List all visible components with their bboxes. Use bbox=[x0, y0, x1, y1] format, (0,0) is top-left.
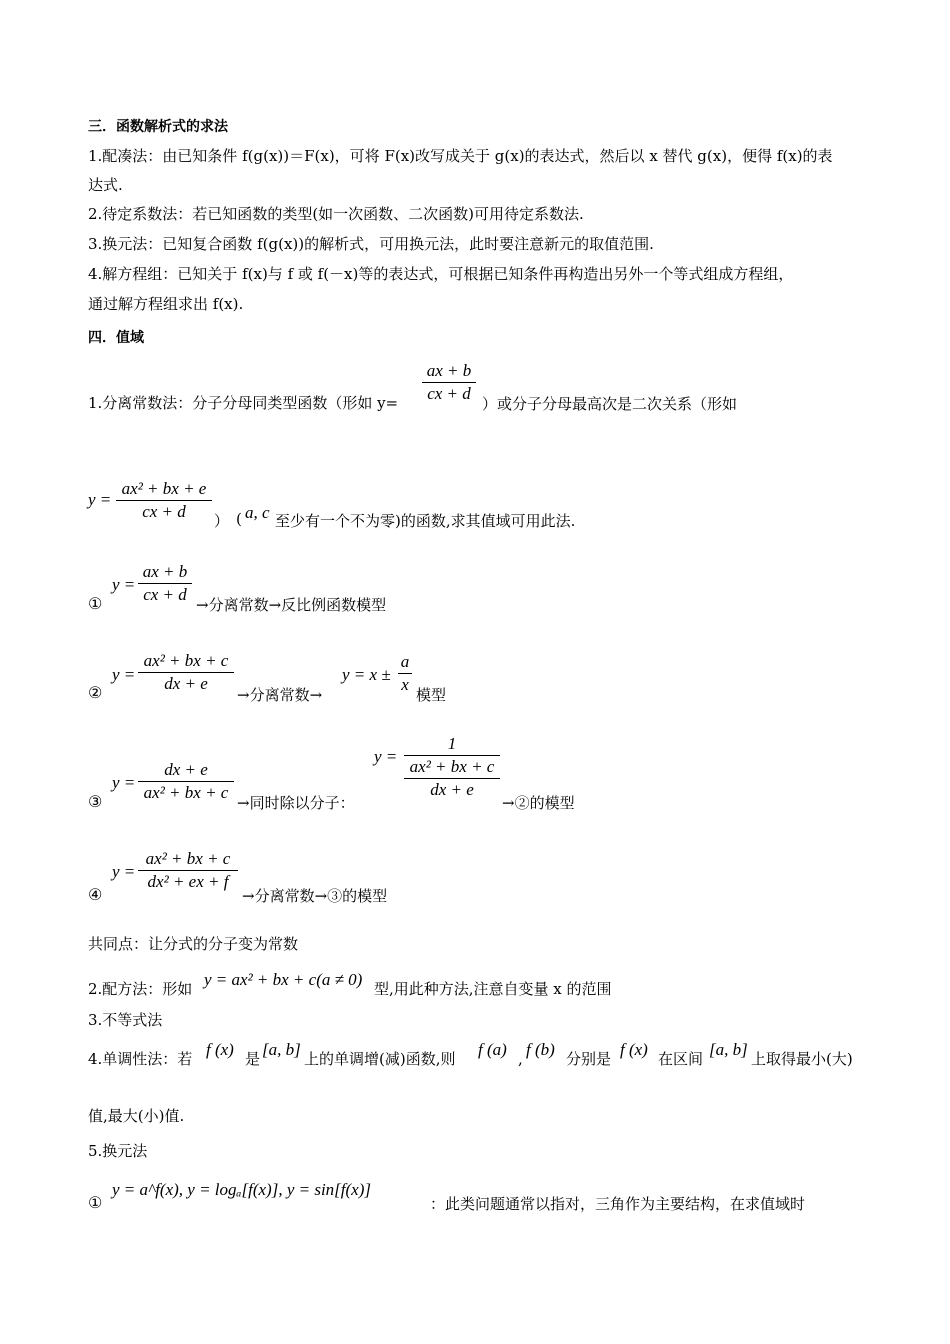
range-method-1-intro: 1.分离常数法：分子分母同类型函数（形如 y= bbox=[88, 394, 399, 412]
item-2-model-numerator: a bbox=[400, 652, 410, 671]
m4-fb: f (b) bbox=[526, 1040, 555, 1059]
item-3-circle: ③ bbox=[88, 792, 103, 811]
item-4-fraction bbox=[138, 848, 238, 893]
item-2-model-lhs: y = x ± bbox=[342, 665, 391, 684]
section-4-title: 四．值域 bbox=[88, 330, 144, 346]
item-2-model-denominator: x bbox=[401, 675, 409, 694]
general-formula-numerator: ax² + bx + e bbox=[121, 479, 207, 498]
common-point: 共同点：让分式的分子变为常数 bbox=[88, 935, 299, 953]
range-method-4-f: 上取得最小(大) bbox=[751, 1050, 853, 1068]
item-3-tail: →②的模型 bbox=[502, 794, 575, 812]
range-method-4-d: 分别是 bbox=[566, 1050, 612, 1068]
m5-text: ：此类问题通常以指对，三角作为主要结构，在求值域时 bbox=[430, 1195, 806, 1213]
m4-fx: f (x) bbox=[206, 1040, 234, 1059]
range-method-3: 3.不等式法 bbox=[88, 1011, 163, 1029]
cond-text: 至少有一个不为零)的函数,求其值域可用此法. bbox=[275, 512, 576, 530]
item-2-fraction bbox=[138, 650, 234, 695]
item-3-nested-lhs: y = bbox=[374, 747, 398, 766]
m4-comma: , bbox=[518, 1050, 523, 1068]
item-3-nested-fraction bbox=[404, 733, 500, 801]
item-3-note: →同时除以分子： bbox=[237, 794, 355, 812]
method-4-line-1: 4.解方程组：已知关于 f(x)与 f 或 f(－x)等的表达式，可根据已知条件再构造出另外一个等式组成方程组， bbox=[88, 265, 794, 283]
intro-fraction-denominator: cx + d bbox=[427, 384, 471, 403]
section-3-title: 三．函数解析式的求法 bbox=[88, 119, 228, 135]
item-2-model-fraction bbox=[398, 651, 412, 696]
m4-interval: [a, b] bbox=[262, 1040, 301, 1059]
range-method-2-pre: 2.配方法：形如 bbox=[88, 980, 193, 998]
method-3: 3.换元法：已知复合函数 f(g(x))的解析式，可用换元法，此时要注意新元的取值范围. bbox=[88, 235, 654, 253]
method-1-line-1: 1.配凑法：由已知条件 f(g(x))＝F(x)，可将 F(x)改写成关于 g(x)的表达式，然后以 x 替代 g(x)，便得 f(x)的表 bbox=[88, 147, 833, 165]
range-method-2-post: 型,用此种方法,注意自变量 x 的范围 bbox=[374, 980, 612, 998]
item-4-note: →分离常数→③的模型 bbox=[242, 887, 388, 905]
item-1-lhs: y = bbox=[112, 575, 136, 594]
range-method-2-formula: y = ax² + bx + c(a ≠ 0) bbox=[204, 970, 363, 989]
m4-fx2: f (x) bbox=[620, 1040, 648, 1059]
item-1-fraction bbox=[138, 561, 192, 606]
general-formula-denominator: cx + d bbox=[142, 502, 186, 521]
intro-fraction bbox=[422, 360, 476, 405]
item-3-denominator: ax² + bx + c bbox=[143, 783, 229, 802]
general-formula-fraction bbox=[116, 478, 212, 523]
range-method-1-after: ）或分子分母最高次是二次关系（形如 bbox=[482, 395, 738, 413]
item-2-denominator: dx + e bbox=[164, 674, 208, 693]
range-method-4-c: 上的单调增(减)函数,则 bbox=[304, 1050, 456, 1068]
item-4-numerator: ax² + bx + c bbox=[145, 849, 231, 868]
item-3-fraction bbox=[138, 759, 234, 804]
item-1-circle: ① bbox=[88, 594, 103, 613]
item-2-note: →分离常数→ bbox=[237, 686, 323, 704]
m4-interval2: [a, b] bbox=[709, 1040, 748, 1059]
item-1-note: →分离常数→反比例函数模型 bbox=[196, 596, 387, 614]
item-4-denominator: dx² + ex + f bbox=[147, 872, 229, 891]
item-2-model-tail: 模型 bbox=[416, 686, 447, 704]
item-1-denominator: cx + d bbox=[143, 585, 187, 604]
item-3-nested-numerator: ax² + bx + c bbox=[409, 757, 495, 776]
range-method-4-a: 4.单调性法：若 bbox=[88, 1050, 193, 1068]
range-method-4-line-2: 值,最大(小)值. bbox=[88, 1107, 185, 1125]
general-formula-lhs: y = bbox=[88, 490, 112, 509]
method-4-line-2: 通过解方程组求出 f(x). bbox=[88, 295, 244, 313]
m5-formula: y = a^f(x), y = logₐ[f(x)], y = sin[f(x)] bbox=[112, 1180, 371, 1199]
cond-vars: a, c bbox=[245, 503, 270, 522]
intro-fraction-numerator: ax + b bbox=[426, 361, 472, 380]
item-4-circle: ④ bbox=[88, 885, 103, 904]
range-method-5: 5.换元法 bbox=[88, 1142, 148, 1160]
m5-circle: ① bbox=[88, 1193, 103, 1212]
range-method-4-e: 在区间 bbox=[658, 1050, 704, 1068]
item-3-nested-top: 1 bbox=[447, 734, 457, 753]
item-2-circle: ② bbox=[88, 683, 103, 702]
item-1-numerator: ax + b bbox=[142, 562, 188, 581]
item-3-nested-denominator: dx + e bbox=[430, 780, 474, 799]
cond-open: ( bbox=[236, 510, 242, 528]
method-2: 2.待定系数法：若已知函数的类型(如一次函数、二次函数)可用待定系数法. bbox=[88, 205, 584, 223]
range-method-4-b: 是 bbox=[245, 1050, 261, 1068]
item-2-numerator: ax² + bx + c bbox=[143, 651, 229, 670]
paren-close: ） bbox=[214, 512, 230, 530]
item-3-lhs: y = bbox=[112, 773, 136, 792]
method-1-line-2: 达式. bbox=[88, 176, 123, 194]
m4-fa: f (a) bbox=[478, 1040, 507, 1059]
item-3-numerator: dx + e bbox=[164, 760, 208, 779]
item-4-lhs: y = bbox=[112, 862, 136, 881]
item-2-lhs: y = bbox=[112, 665, 136, 684]
